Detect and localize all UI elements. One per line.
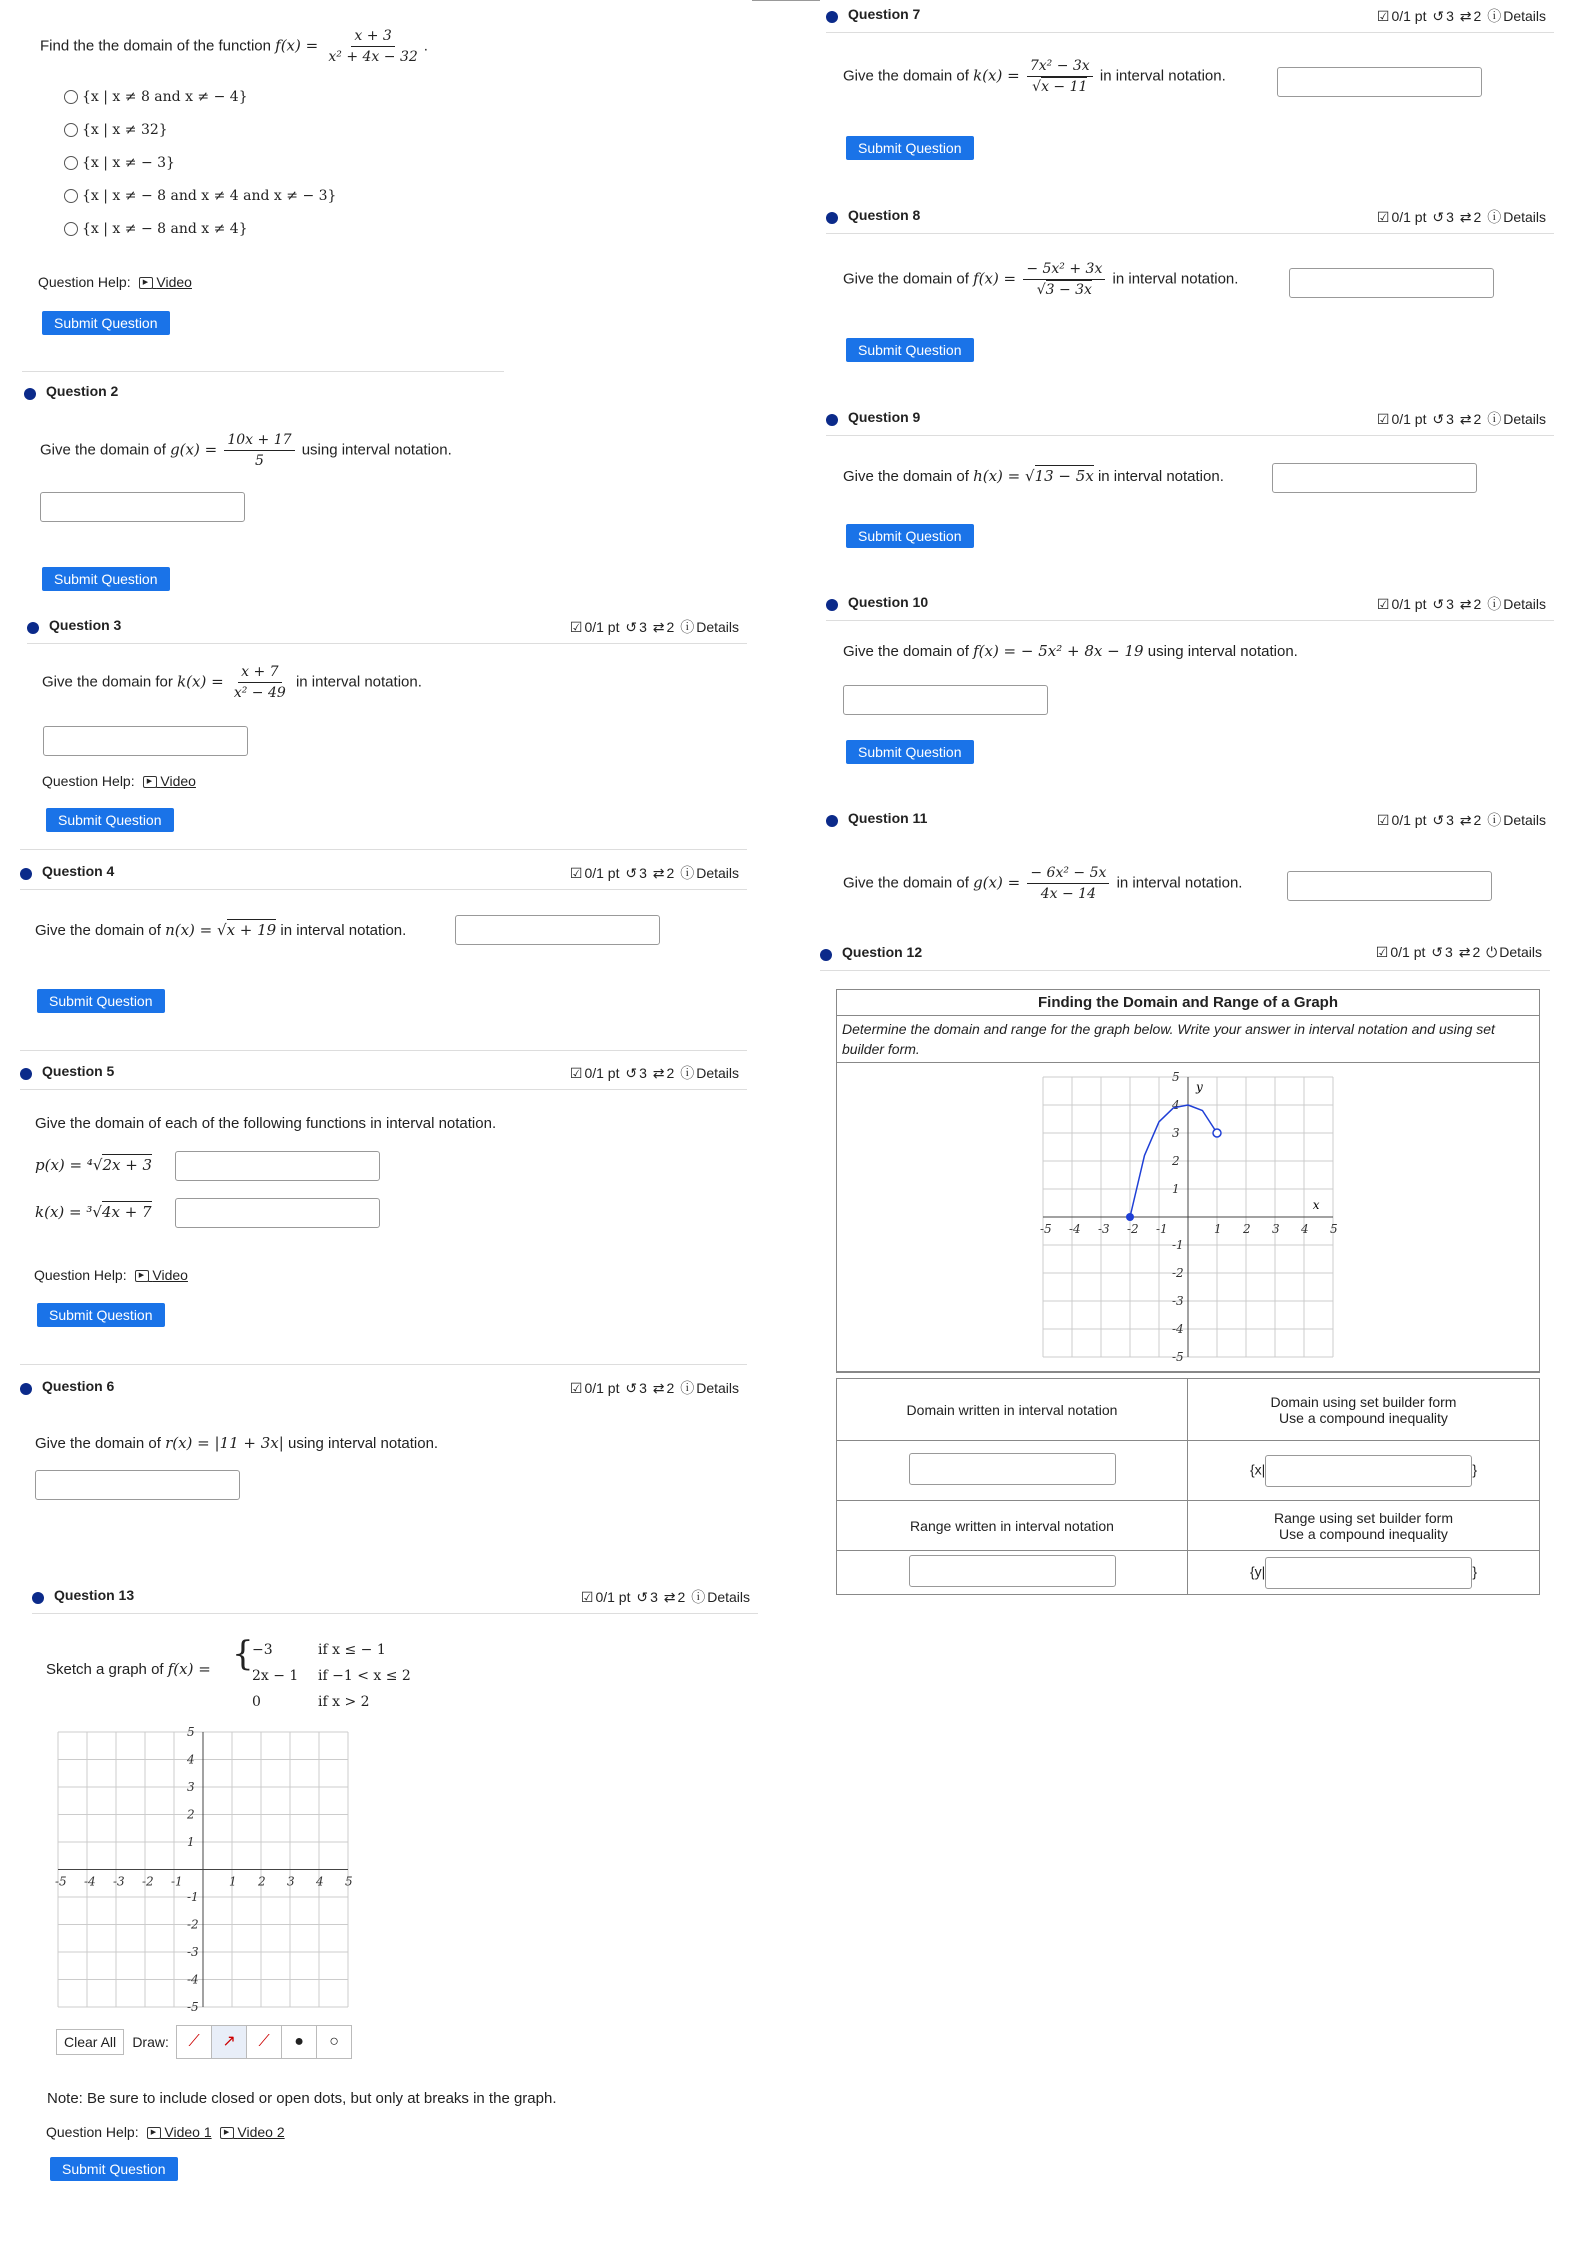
range-interval-label: Range written in interval notation	[837, 1501, 1188, 1551]
details-link[interactable]: ⓘ Details	[1487, 8, 1546, 24]
y-tick-label: -3	[1172, 1294, 1184, 1308]
ray-icon: ↗	[222, 2033, 236, 2050]
status-dot-icon	[826, 815, 838, 827]
q5-header: Question 5 ☑ 0/1 pt ↺ 3 ⇄ 2 ⓘ Details	[20, 1063, 747, 1090]
x-tick-label: 5	[345, 1874, 353, 1889]
attempts-icon: ⇄	[1459, 411, 1472, 427]
status-dot-icon	[20, 1068, 32, 1080]
q10-header: Question 10 ☑ 0/1 pt ↺ 3 ⇄ 2 ⓘ Details	[826, 594, 1554, 621]
q3-submit-button[interactable]: Submit Question	[46, 808, 174, 832]
info-icon: ⓘ	[680, 865, 695, 881]
q1-option[interactable]: {x | x ≠ − 8 and x ≠ 4}	[64, 220, 248, 237]
retry-icon: ↺	[625, 1380, 638, 1396]
details-link[interactable]: ⓘ Details	[1487, 411, 1546, 427]
info-icon: ⓘ	[1487, 596, 1502, 612]
video-icon: ▶	[220, 2127, 234, 2139]
status-dot-icon	[820, 949, 832, 961]
checkbox-icon: ☑	[1376, 812, 1390, 828]
info-icon: ⓘ	[1487, 209, 1502, 225]
status-dot-icon	[826, 212, 838, 224]
checkbox-icon: ☑	[1376, 8, 1390, 24]
checkbox-icon: ☑	[1376, 209, 1390, 225]
info-icon: ⓘ	[680, 1380, 695, 1396]
status-dot-icon	[32, 1592, 44, 1604]
closed-dot-tool-button[interactable]	[281, 2025, 317, 2059]
open-dot-icon: ○	[329, 2033, 339, 2050]
q9-header: Question 9 ☑ 0/1 pt ↺ 3 ⇄ 2 ⓘ Details	[826, 409, 1554, 436]
q10-submit-button[interactable]: Submit Question	[846, 740, 974, 764]
q1-option[interactable]: {x | x ≠ − 8 and x ≠ 4 and x ≠ − 3}	[64, 187, 336, 204]
x-tick-label: 4	[1301, 1222, 1309, 1236]
q4-submit-button[interactable]: Submit Question	[37, 989, 165, 1013]
q13-header: Question 13 ☑ 0/1 pt ↺ 3 ⇄ 2 ⓘ Details	[32, 1587, 758, 1614]
x-tick-label: -1	[171, 1874, 183, 1889]
attempts-icon: ⇄	[652, 865, 665, 881]
checkbox-icon: ☑	[569, 619, 583, 635]
attempts-icon: ⇄	[1459, 8, 1472, 24]
y-tick-label: 5	[187, 1725, 195, 1739]
domain-prefix: {x|	[1250, 1461, 1266, 1478]
info-icon: ⓘ	[1487, 812, 1502, 828]
details-link[interactable]: ⓘ Details	[691, 1589, 750, 1605]
q13-toolbar	[56, 2025, 352, 2059]
checkbox-icon: ☑	[569, 1065, 583, 1081]
q13-submit-button[interactable]: Submit Question	[50, 2157, 178, 2181]
x-tick-label: -4	[1069, 1222, 1081, 1236]
q1-submit-button[interactable]: Submit Question	[42, 311, 170, 335]
attempts-icon: ⇄	[652, 1065, 665, 1081]
info-icon: ⓘ	[680, 1065, 695, 1081]
q12-instructions: Determine the domain and range for the graph below. Write your answer in interval notation and using set builder form.	[837, 1016, 1539, 1063]
retry-icon: ↺	[625, 619, 638, 635]
q1-option[interactable]: {x | x ≠ 8 and x ≠ − 4}	[64, 88, 248, 105]
retry-icon: ↺	[1432, 812, 1445, 828]
y-tick-label: 4	[187, 1752, 195, 1767]
attempts-icon: ⇄	[652, 1380, 665, 1396]
line-tool-button[interactable]	[176, 2025, 212, 2059]
details-link[interactable]: ⓘ Details	[1487, 209, 1546, 225]
attempts-icon: ⇄	[1459, 209, 1472, 225]
x-tick-label: 4	[316, 1874, 324, 1889]
x-tick-label: -5	[55, 1874, 67, 1889]
range-interval-input[interactable]	[909, 1555, 1116, 1587]
q5-help: Question Help: ▶ Video	[34, 1267, 188, 1283]
y-tick-label: -1	[1172, 1238, 1184, 1252]
status-dot-icon	[826, 599, 838, 611]
attempts-icon: ⇄	[1459, 596, 1472, 612]
details-link[interactable]: ⏻ Details	[1486, 944, 1542, 960]
y-tick-label: -1	[187, 1890, 199, 1904]
y-tick-label: -4	[1172, 1322, 1184, 1336]
draw-label: Draw:	[132, 2034, 169, 2050]
q2-submit-button[interactable]: Submit Question	[42, 567, 170, 591]
y-tick-label: 2	[1172, 1154, 1180, 1168]
y-tick-label: 1	[1172, 1182, 1180, 1196]
retry-icon: ↺	[1432, 8, 1445, 24]
checkbox-icon: ☑	[1376, 411, 1390, 427]
divider	[22, 371, 504, 372]
range-set-label: Range using set builder form Use a compound inequality	[1188, 1501, 1540, 1551]
q6-header: Question 6 ☑ 0/1 pt ↺ 3 ⇄ 2 ⓘ Details	[20, 1378, 747, 1404]
q3-answer-input[interactable]	[43, 726, 248, 756]
q3-meta: ☑ 0/1 pt ↺ 3 ⇄ 2 ⓘ Details	[569, 619, 739, 635]
x-tick-label: -2	[1127, 1222, 1139, 1236]
q2-title: Question 2	[46, 383, 119, 399]
checkbox-icon: ☑	[569, 865, 583, 881]
divider	[20, 1364, 747, 1365]
q10-answer-input[interactable]	[843, 685, 1048, 715]
top-divider	[752, 0, 820, 1]
domain-interval-input[interactable]	[909, 1453, 1116, 1485]
details-link[interactable]: ⓘ Details	[1487, 596, 1546, 612]
q7-submit-button[interactable]: Submit Question	[846, 136, 974, 160]
q8-header: Question 8 ☑ 0/1 pt ↺ 3 ⇄ 2 ⓘ Details	[826, 207, 1554, 234]
radio-icon[interactable]	[64, 90, 78, 104]
q8-answer-input[interactable]	[1289, 268, 1494, 298]
details-link[interactable]: ⓘ Details	[680, 619, 739, 635]
checkbox-icon: ☑	[1376, 596, 1390, 612]
q13-note: Note: Be sure to include closed or open dots, but only at breaks in the graph.	[47, 2090, 557, 2107]
x-axis-label: x	[1312, 1198, 1320, 1212]
power-icon: ⏻	[1486, 944, 1498, 960]
q13-help: Question Help: ▶ Video 1 ▶ Video 2	[46, 2124, 285, 2140]
divider	[20, 1050, 747, 1051]
q6-prompt: Give the domain of r(x) = |11 + 3x| using interval notation.	[35, 1434, 439, 1452]
x-tick-label: -2	[142, 1874, 154, 1889]
q1-prompt: Find the the domain of the function f(x) = $\frac{x + 3}{\text{x² + 4x − 32}}$ .	[40, 28, 428, 65]
q10-prompt: Give the domain of f(x) = − 5x² + 8x − 19 using interval notation.	[843, 642, 1298, 660]
q4-header: Question 4 ☑ 0/1 pt ↺ 3 ⇄ 2 ⓘ Details	[20, 863, 747, 890]
retry-icon: ↺	[1432, 596, 1445, 612]
brace: {	[232, 1634, 254, 1674]
q2-header	[24, 383, 504, 409]
attempts-icon: ⇄	[663, 1589, 676, 1605]
x-tick-label: -1	[1156, 1222, 1168, 1236]
q5-p-answer-input[interactable]	[175, 1151, 380, 1181]
domain-interval-label: Domain written in interval notation	[837, 1379, 1188, 1441]
q12-panel	[836, 989, 1540, 1373]
x-tick-label: -3	[113, 1874, 125, 1889]
q1-help: Question Help: ▶ Video	[38, 274, 192, 290]
y-tick-label: 2	[187, 1807, 195, 1822]
y-tick-label: 1	[187, 1835, 195, 1849]
x-tick-label: 1	[1214, 1222, 1222, 1236]
x-tick-label: -5	[1040, 1222, 1052, 1236]
q1-denominator: x² + 4x − 32	[328, 49, 418, 65]
x-tick-label: -3	[1098, 1222, 1110, 1236]
q5-k-function: k(x) = ³√4x + 7	[35, 1203, 152, 1221]
radio-icon[interactable]	[64, 123, 78, 137]
x-tick-label: 2	[258, 1874, 266, 1889]
retry-icon: ↺	[636, 1589, 649, 1605]
y-axis-label: y	[1196, 1080, 1203, 1094]
video-icon: ▶	[143, 776, 157, 788]
closed-dot-icon: ●	[294, 2033, 304, 2050]
closed-endpoint	[1126, 1213, 1134, 1221]
q5-prompt: Give the domain of each of the following functions in interval notation.	[35, 1115, 497, 1132]
q1-option[interactable]: {x | x ≠ 32}	[64, 121, 168, 138]
q5-video-link[interactable]: ▶ Video	[135, 1267, 188, 1283]
q12-answer-table: Domain written in interval notation Domain using set builder form Use a compound inequality {x| } Range written in interval notation Range using set builder form Use a compound inequality {y| }	[836, 1378, 1540, 1595]
attempts-icon: ⇄	[1458, 944, 1471, 960]
y-tick-label: -5	[1172, 1350, 1184, 1364]
x-tick-label: 1	[229, 1874, 237, 1889]
q7-header: Question 7 ☑ 0/1 pt ↺ 3 ⇄ 2 ⓘ Details	[826, 6, 1554, 33]
q11-answer-input[interactable]	[1287, 871, 1492, 901]
retry-icon: ↺	[625, 1065, 638, 1081]
q12-header: Question 12 ☑ 0/1 pt ↺ 3 ⇄ 2 ⏻ Details	[820, 944, 1550, 971]
q13-video-1-link[interactable]: ▶ Video 1	[147, 2124, 212, 2140]
q13-cases: −3 if x ≤ − 1 2x − 1 if −1 < x ≤ 2 0 if x > 2	[252, 1642, 411, 1710]
q5-k-answer-input[interactable]	[175, 1198, 380, 1228]
details-link[interactable]: ⓘ Details	[680, 1380, 739, 1396]
status-dot-icon	[20, 868, 32, 880]
details-link[interactable]: ⓘ Details	[680, 1065, 739, 1081]
q5-submit-button[interactable]: Submit Question	[37, 1303, 165, 1327]
q11-header: Question 11 ☑ 0/1 pt ↺ 3 ⇄ 2 ⓘ Details	[826, 810, 1554, 836]
q12-graph	[1033, 1067, 1343, 1367]
attempts-icon: ⇄	[1459, 812, 1472, 828]
status-dot-icon	[24, 388, 36, 400]
y-tick-label: -3	[187, 1945, 199, 1959]
clear-all-button[interactable]: Clear All	[56, 2029, 124, 2055]
q13-graph-canvas[interactable]	[48, 1722, 358, 2017]
x-tick-label: 5	[1330, 1222, 1338, 1236]
retry-icon: ↺	[625, 865, 638, 881]
checkbox-icon: ☑	[1375, 944, 1389, 960]
info-icon: ⓘ	[691, 1589, 706, 1605]
segment-icon: ⟋	[258, 2033, 270, 2050]
y-tick-label: -4	[187, 1972, 199, 1987]
retry-icon: ↺	[1432, 209, 1445, 225]
x-tick-label: 2	[1243, 1222, 1251, 1236]
open-dot-tool-button[interactable]	[316, 2025, 352, 2059]
x-tick-label: 3	[287, 1874, 295, 1889]
q3-video-link[interactable]: ▶ Video	[143, 773, 196, 789]
domain-set-input[interactable]	[1265, 1455, 1472, 1487]
q4-prompt: Give the domain of n(x) = √x + 19 in interval notation.	[35, 921, 407, 939]
details-link[interactable]: ⓘ Details	[1487, 812, 1546, 828]
q9-answer-input[interactable]	[1272, 463, 1477, 493]
q1-numerator: x + 3	[351, 28, 394, 47]
range-prefix: {y|	[1250, 1563, 1266, 1580]
q5-p-function: p(x) = ⁴√2x + 3	[35, 1156, 153, 1174]
video-icon: ▶	[147, 2127, 161, 2139]
info-icon: ⓘ	[680, 619, 695, 635]
y-tick-label: 4	[1172, 1098, 1180, 1112]
range-set-input[interactable]	[1265, 1557, 1472, 1589]
y-tick-label: -5	[187, 2000, 199, 2014]
open-endpoint	[1213, 1129, 1221, 1137]
domain-set-label: Domain using set builder form Use a compound inequality	[1188, 1379, 1540, 1441]
q13-prompt: Sketch a graph of f(x) =	[46, 1660, 211, 1678]
q3-prompt: Give the domain for k(x) = $\frac{x + 7}{\text{x² − 49}}$ in interval notation.	[42, 664, 422, 701]
q8-submit-button[interactable]: Submit Question	[846, 338, 974, 362]
status-dot-icon	[27, 622, 39, 634]
x-tick-label: 3	[1272, 1222, 1280, 1236]
q3-header: Question 3 ☑ 0/1 pt ↺ 3 ⇄ 2 ⓘ Details	[27, 617, 747, 644]
q7-prompt: Give the domain of k(x) = $\frac{\text{7x² − 3x}}{√x - 11}$ in interval notation.	[843, 58, 1226, 95]
radio-icon[interactable]	[64, 156, 78, 170]
radio-icon[interactable]	[64, 189, 78, 203]
q9-prompt: Give the domain of h(x) = √13 − 5x in interval notation.	[843, 467, 1224, 485]
q11-prompt: Give the domain of g(x) = $\frac{\text{− 6x² − 5x}}{4x - 14}$ in interval notation.	[843, 865, 1243, 902]
q8-prompt: Give the domain of f(x) = $\frac{\text{− 5x² + 3x}}{√3 - 3x}$ in interval notation.	[843, 261, 1239, 298]
x-tick-label: -4	[84, 1874, 96, 1889]
y-tick-label: -2	[187, 1917, 199, 1932]
segment-tool-button[interactable]	[246, 2025, 282, 2059]
q1-video-link[interactable]: ▶ Video	[139, 274, 192, 290]
attempts-icon: ⇄	[652, 619, 665, 635]
q4-answer-input[interactable]	[455, 915, 660, 945]
ray-tool-button[interactable]	[211, 2025, 247, 2059]
retry-icon: ↺	[1432, 411, 1445, 427]
details-link[interactable]: ⓘ Details	[680, 865, 739, 881]
q9-submit-button[interactable]: Submit Question	[846, 524, 974, 548]
q6-answer-input[interactable]	[35, 1470, 240, 1500]
q7-answer-input[interactable]	[1277, 67, 1482, 97]
retry-icon: ↺	[1431, 944, 1444, 960]
line-icon: ⟋	[188, 2033, 200, 2050]
checkbox-icon: ☑	[580, 1589, 594, 1605]
q2-prompt: Give the domain of g(x) = $\frac{10x + 17}{5}$ using interval notation.	[40, 432, 452, 469]
y-tick-label: 3	[187, 1780, 195, 1794]
video-icon: ▶	[139, 277, 153, 289]
info-icon: ⓘ	[1487, 8, 1502, 24]
y-tick-label: 3	[1172, 1126, 1180, 1140]
status-dot-icon	[826, 414, 838, 426]
radio-icon[interactable]	[64, 222, 78, 236]
info-icon: ⓘ	[1487, 411, 1502, 427]
video-icon: ▶	[135, 1270, 149, 1282]
divider	[20, 849, 747, 850]
q12-heading: Finding the Domain and Range of a Graph	[837, 990, 1539, 1016]
status-dot-icon	[20, 1383, 32, 1395]
y-tick-label: 5	[1172, 1070, 1180, 1084]
y-tick-label: -2	[1172, 1266, 1184, 1280]
status-dot-icon	[826, 11, 838, 23]
q3-help: Question Help: ▶ Video	[42, 773, 196, 789]
checkbox-icon: ☑	[569, 1380, 583, 1396]
q13-video-2-link[interactable]: ▶ Video 2	[220, 2124, 285, 2140]
q1-option[interactable]: {x | x ≠ − 3}	[64, 154, 175, 171]
q2-answer-input[interactable]	[40, 492, 245, 522]
